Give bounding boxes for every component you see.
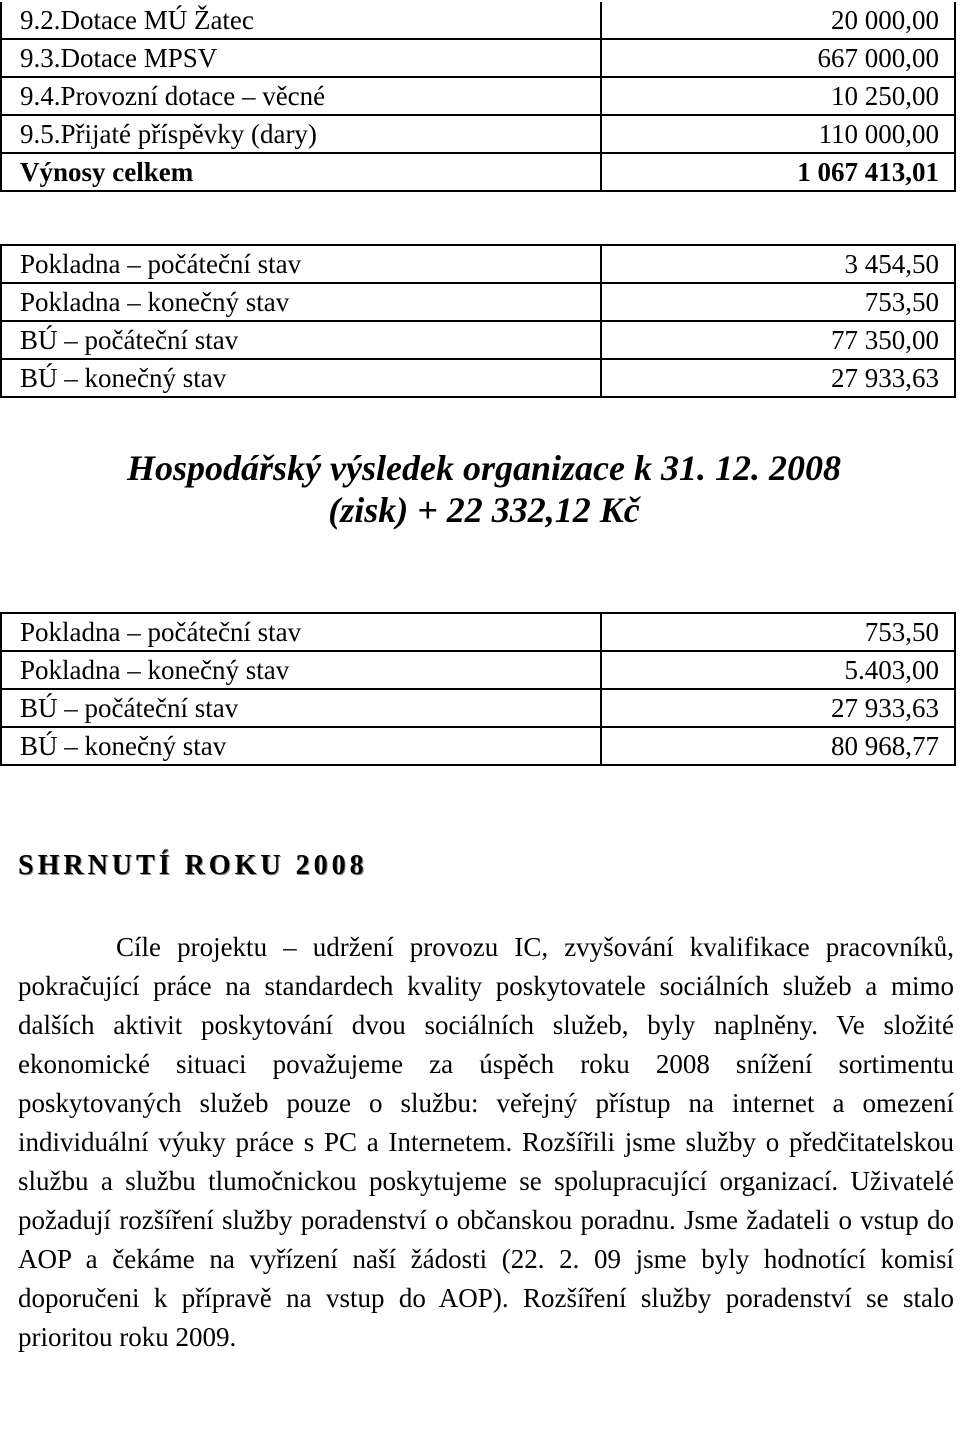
- row-label: Pokladna – konečný stav: [1, 651, 601, 689]
- row-label: BÚ – konečný stav: [1, 359, 601, 397]
- summary-paragraph: Cíle projektu – udržení provozu IC, zvyšování kvalifikace pracovníků, pokračující práce na standardech kvality poskytovatele sociálních služeb a mimo dalších aktivit poskytování dvou sociálních služeb, byly naplněny. Ve složité ekonomické situaci považujeme za úspěch roku 2008 snížení sortimentu poskytovaných služeb pouze o službu: veřejný přístup na internet a omezení individuální výuky práce s PC a Internetem. Rozšířili jsme služby o předčitatelskou službu a službu tlumočnickou poskytujeme se spolupracující organizací. Uživatelé požadují rozšíření služby poradenství o občanskou poradnu. Jsme žadateli o vstup do AOP a čekáme na vyřízení naší žádosti (22. 2. 09 jsme byly hodnotící komisí doporučeni k přípravě na vstup do AOP). Rozšíření služby poradenství se stalo prioritou roku 2009.: [18, 932, 954, 1352]
- total-amount: 1 067 413,01: [601, 153, 955, 191]
- row-amount: 3 454,50: [601, 245, 955, 283]
- table-row: [1, 283, 955, 321]
- table-row: [1, 2, 955, 39]
- row-label: Pokladna – počáteční stav: [1, 613, 601, 651]
- result-heading: Hospodářský výsledek organizace k 31. 12. 2008: [127, 448, 841, 488]
- table-row: [1, 613, 955, 651]
- summary-heading: SHRNUTÍ ROKU 2008: [18, 850, 368, 881]
- row-label: 9.2.Dotace MÚ Žatec: [1, 2, 601, 39]
- row-label: Pokladna – počáteční stav: [1, 245, 601, 283]
- row-amount: 80 968,77: [601, 727, 955, 765]
- row-amount: 27 933,63: [601, 359, 955, 397]
- income-table: [0, 2, 956, 192]
- table-row: [1, 321, 955, 359]
- row-amount: 77 350,00: [601, 321, 955, 359]
- table-row: [1, 39, 955, 77]
- row-amount: 667 000,00: [601, 39, 955, 77]
- row-amount: 5.403,00: [601, 651, 955, 689]
- result-value: (zisk) + 22 332,12 Kč: [328, 490, 640, 530]
- table-row: [1, 115, 955, 153]
- table-row: [1, 359, 955, 397]
- total-label: Výnosy celkem: [1, 153, 601, 191]
- table-row: [1, 651, 955, 689]
- row-amount: 753,50: [601, 613, 955, 651]
- table-row: [1, 689, 955, 727]
- row-label: BÚ – konečný stav: [1, 727, 601, 765]
- row-amount: 753,50: [601, 283, 955, 321]
- row-amount: 20 000,00: [601, 2, 955, 39]
- balances-start-table: [0, 244, 956, 398]
- table-row: [1, 77, 955, 115]
- row-amount: 110 000,00: [601, 115, 955, 153]
- row-label: 9.4.Provozní dotace – věcné: [1, 77, 601, 115]
- row-label: 9.5.Přijaté příspěvky (dary): [1, 115, 601, 153]
- row-label: BÚ – počáteční stav: [1, 689, 601, 727]
- row-amount: 10 250,00: [601, 77, 955, 115]
- table-row: [1, 727, 955, 765]
- row-label: 9.3.Dotace MPSV: [1, 39, 601, 77]
- table-row: [1, 245, 955, 283]
- balances-end-table: [0, 612, 956, 766]
- row-label: Pokladna – konečný stav: [1, 283, 601, 321]
- row-amount: 27 933,63: [601, 689, 955, 727]
- total-row: [1, 153, 955, 191]
- row-label: BÚ – počáteční stav: [1, 321, 601, 359]
